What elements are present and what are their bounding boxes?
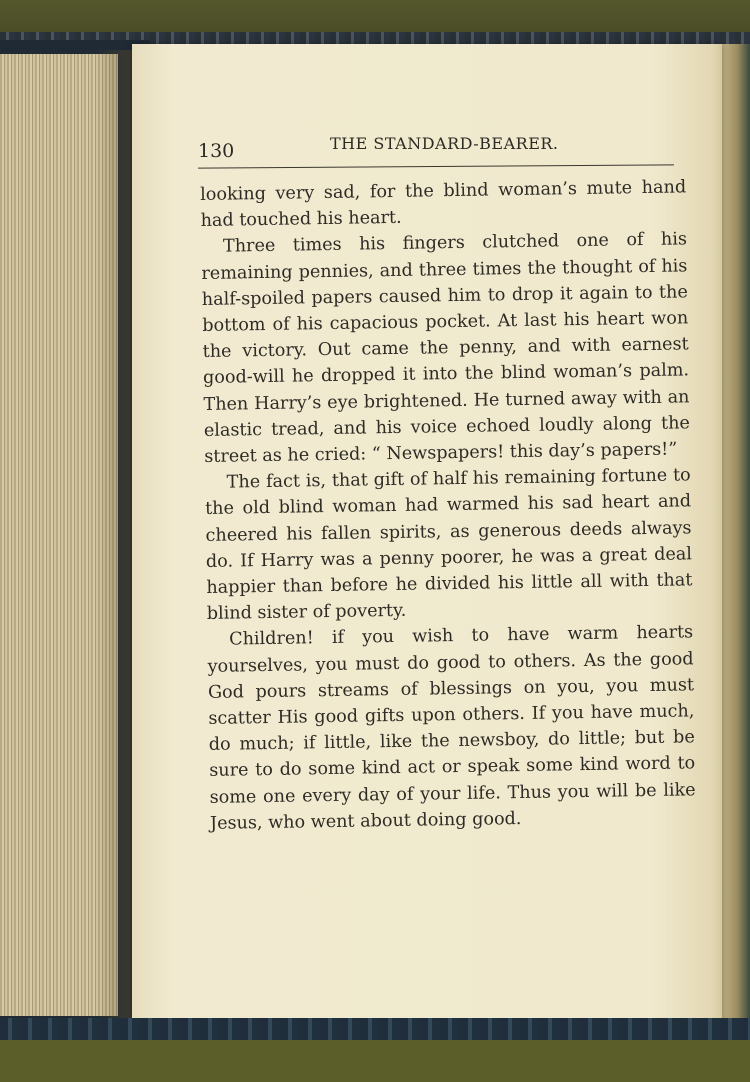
page-number: 130 <box>198 140 235 162</box>
book-cover-bottom-edge <box>0 1018 750 1040</box>
paragraph: Children! if you wish to have warm hearts yourselves, you must do good to others. As the good God pours streams of blessings on you, you must scatter His good gifts upon others. If you have much, do much; if little, like the newsboy, do little; but be sure to do some kind act or speak some kind word to some one every day of your life. Thus you will be like Jesus, who went about doing good. <box>207 622 696 834</box>
running-head: THE STANDARD-BEARER. <box>330 134 559 153</box>
background-top <box>0 0 750 36</box>
book-cover-right <box>718 44 750 1034</box>
body-text <box>200 174 696 837</box>
page-header <box>198 134 678 164</box>
paragraph-continuation: looking very sad, for the blind woman’s mute hand had touched his heart. <box>200 177 687 232</box>
paragraph: The fact is, that gift of half his remaining fortune to the old blind woman had warmed his sad heart and cheered his fallen spirits, as generous deeds always do. If Harry was a penny poorer, he was a great deal happier than before he divided his little all with that blind sister of poverty. <box>204 465 693 625</box>
gutter-shadow <box>96 50 136 1020</box>
paragraph: Three times his fingers clutched one of his remaining pennies, and three times the thought of his half-spoiled papers caused him to drop it again to the bottom of his capacious pocket. At last his heart won the victory. Out came the penny, and with earnest good-will he dropped it into the blind woman’s palm. Then Harry’s eye brightened. He turned away with an elastic tread, and his voice echoed loudly along the street as he cried: “ Newspapers! this day’s papers!” <box>201 229 691 467</box>
background-bottom <box>0 1040 750 1082</box>
